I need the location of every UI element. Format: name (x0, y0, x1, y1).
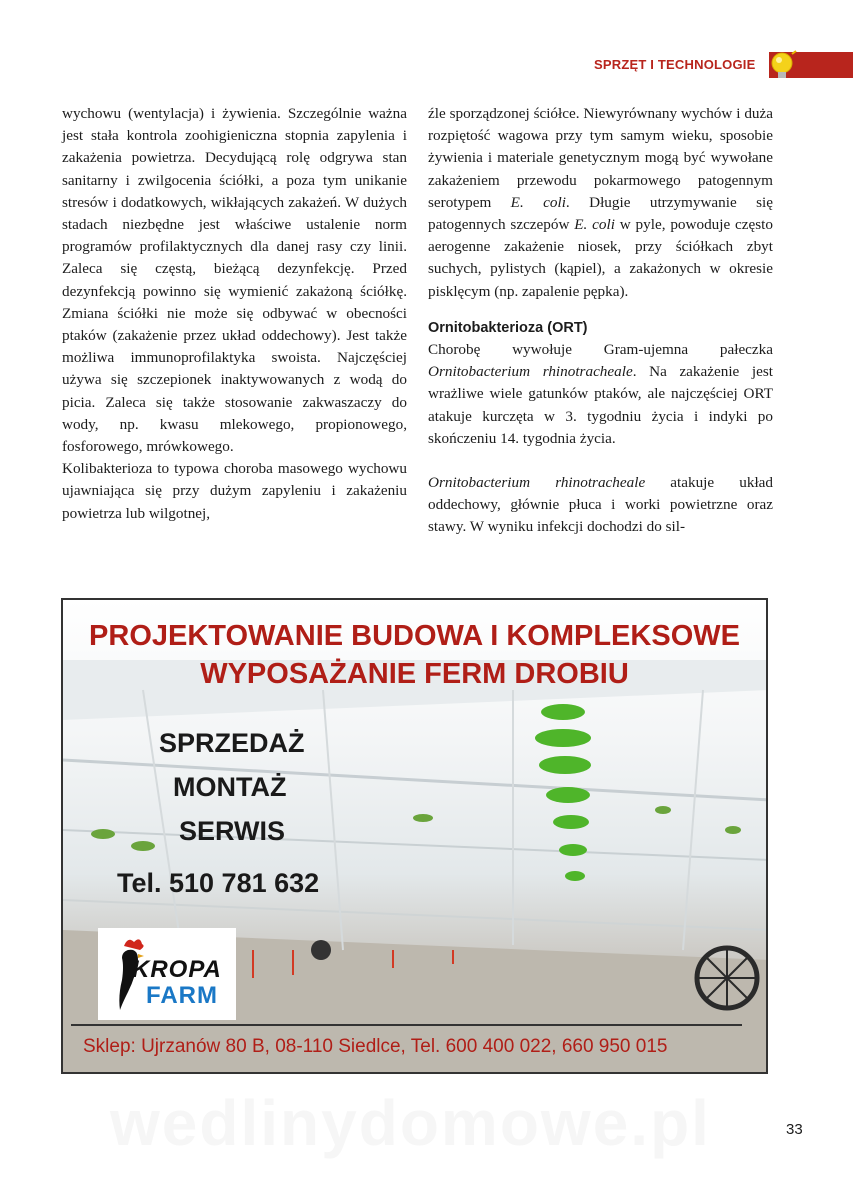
ad-service-item: SERWIS (179, 816, 286, 846)
ad-headline: PROJEKTOWANIE BUDOWA I KOMPLEKSOWE (89, 620, 740, 652)
advertisement (61, 598, 768, 1074)
section-title: SPRZĘT I TECHNOLOGIE (594, 57, 756, 72)
paragraph: Chorobę wywołuje Gram-ujemna pałeczka Ornitobacterium rhinotracheale. Na zakażenie jest wrażliwe wiele gatunków ptaków, ale najczęściej ORT atakuje kurczęta w 3. tygodniu życia i indyki po skończeniu 14. tygodnia życia. (428, 341, 774, 447)
watermark: wedlinydomowe.pl (110, 1087, 711, 1159)
ad-shop-address: Sklep: Ujrzanów 80 B, 08-110 Siedlce, Tel. 600 400 022, 660 950 015 (83, 1036, 668, 1057)
paragraph: wychowu (wentylacja) i żywienia. Szczególnie ważna jest stała kontrola zoohigieniczna stopnia zapylenia i zakażenia powietrza. Decydującą rolę odgrywa stan sanitarny i zwilgocenia ściółki, a poza tym unikanie stresów i dodatkowych, wikłających zakażeń. W dużych stadach niezbędne jest właściwe ustalenie norm programów profilaktycznych dla danej rasy czy linii. Zaleca się częstą, bieżącą dezynfekcję. Przed dezynfekcją powinno się wymienić zakażoną ściółkę. Zmiana ściółki nie może się odbywać w obecności ptaków (zakażenie przez układ oddechowy). Jest także możliwa immunoprofilaktyka swoista. Najczęściej używa się szczepionek inaktywowanych z wodą do picia. Zaleca się także stosowanie zakwaszaczy do wody, np. kwasu mlekowego, propionowego, fosforowego, mrówkowego. (62, 105, 407, 456)
page-number: 33 (786, 1121, 803, 1138)
logo-wordmark: FARM (146, 982, 218, 1009)
paragraph: Kolibakterioza to typowa choroba masowego wychowu ujawniająca się przy dużym zapyleniu i zakażeniu powietrza lub wilgotnej, (62, 460, 407, 522)
lightbulb-icon (768, 50, 798, 82)
article-column-right (428, 103, 773, 539)
article-column-left (62, 103, 407, 525)
ad-service-item: SPRZEDAŻ (159, 728, 305, 758)
logo-wordmark: KROPA (132, 956, 222, 983)
ad-service-item: MONTAŻ (173, 772, 287, 802)
paragraph: źle sporządzonej ściółce. Niewyrównany wychów i duża rozpiętość wagowa przy tym samym wieku, sposobie żywienia i materiale genetycznym mogą być wywołane zakażeniem przewodu pokarmowego patogennym serotypem E. coli. Długie utrzymywanie się patogennych szczepów E. coli w pyle, powoduje często aerogenne zakażenie niosek, przy ściółkach zbyt suchych, pylistych (kąpiel), a zakażonych w okresie pisklęcym (np. zapalenie pępka). (428, 105, 773, 300)
paragraph: Ornitobacterium rhinotracheale atakuje układ oddechowy, głównie płuca i worki powietrzne oraz stawy. W wyniku infekcji dochodzi do sil- (428, 474, 773, 536)
ad-divider (71, 1024, 742, 1026)
subheading: Ornitobakterioza (ORT) (428, 319, 588, 336)
ad-headline: WYPOSAŻANIE FERM DROBIU (200, 658, 629, 690)
ad-phone: Tel. 510 781 632 (117, 868, 320, 898)
kropa-farm-logo (98, 928, 236, 1020)
